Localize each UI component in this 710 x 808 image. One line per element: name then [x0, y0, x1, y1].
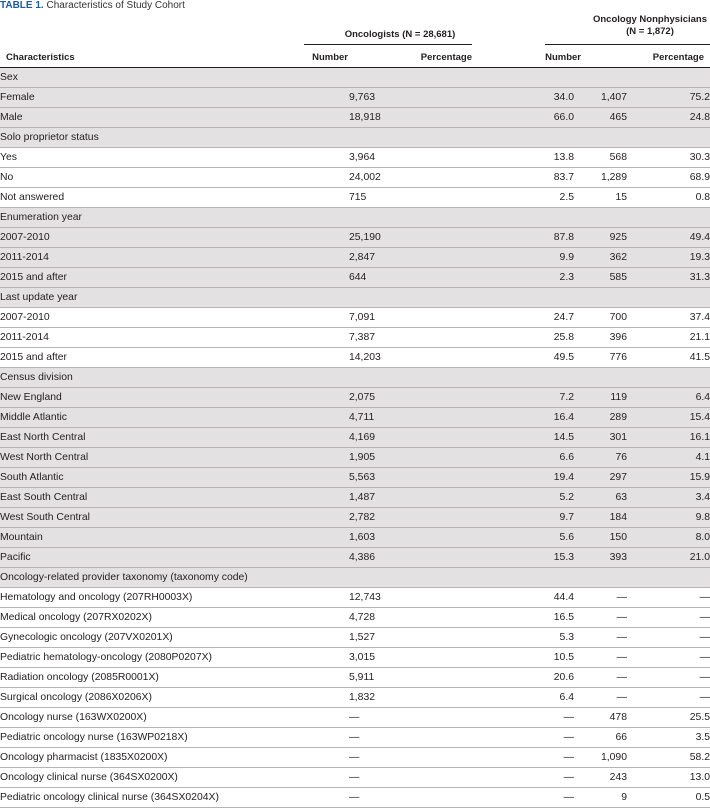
nonphysicians-number-cell: 585 [574, 268, 627, 288]
oncologists-percentage-cell: 20.6 [471, 668, 574, 688]
nonphysicians-percentage-cell: 9.8 [627, 508, 710, 528]
oncologists-percentage-cell: 66.0 [471, 108, 574, 128]
group-header-nonphysicians [540, 14, 710, 38]
nonphysicians-number-cell: — [574, 668, 627, 688]
row-label: Gynecologic oncology (207VX0201X) [0, 628, 349, 648]
row-label: New England [0, 388, 349, 408]
table-row [0, 148, 710, 168]
table-row [0, 708, 710, 728]
table-row [0, 428, 710, 448]
table-row [0, 268, 710, 288]
oncologists-percentage-cell: 6.6 [471, 448, 574, 468]
row-label: Pediatric oncology clinical nurse (364SX0204X) [0, 788, 349, 808]
oncologists-percentage-cell: 34.0 [471, 88, 574, 108]
oncologists-percentage-cell: 5.2 [471, 488, 574, 508]
oncologists-number-cell: 2,847 [349, 248, 471, 268]
table-row [0, 488, 710, 508]
oncologists-percentage-cell: 16.5 [471, 608, 574, 628]
nonphysicians-number-cell: 289 [574, 408, 627, 428]
oncologists-percentage-cell: 87.8 [471, 228, 574, 248]
nonphysicians-percentage-cell: 21.0 [627, 548, 710, 568]
col-header-non-percentage: Percentage [652, 52, 704, 63]
table-row [0, 248, 710, 268]
nonphysicians-percentage-cell: 3.4 [627, 488, 710, 508]
nonphysicians-number-cell: 301 [574, 428, 627, 448]
oncologists-percentage-cell: 10.5 [471, 648, 574, 668]
nonphysicians-number-cell: 396 [574, 328, 627, 348]
oncologists-percentage-cell: 49.5 [471, 348, 574, 368]
nonphysicians-number-cell: 568 [574, 148, 627, 168]
oncologists-percentage-cell: — [471, 748, 574, 768]
table-caption [0, 0, 185, 12]
nonphysicians-percentage-cell: 0.5 [627, 788, 710, 808]
nonphysicians-percentage-cell: 13.0 [627, 768, 710, 788]
oncologists-number-cell: 5,563 [349, 468, 471, 488]
group-underline-oncologists [304, 44, 472, 45]
nonphysicians-number-cell: 297 [574, 468, 627, 488]
oncologists-number-cell: 4,169 [349, 428, 471, 448]
oncologists-percentage-cell: — [471, 788, 574, 808]
section-header-row [0, 68, 710, 88]
row-label: Medical oncology (207RX0202X) [0, 608, 349, 628]
table-row [0, 768, 710, 788]
row-label: Pediatric hematology-oncology (2080P0207X) [0, 648, 349, 668]
oncologists-number-cell: 644 [349, 268, 471, 288]
nonphysicians-number-cell: 15 [574, 188, 627, 208]
nonphysicians-percentage-cell: 24.8 [627, 108, 710, 128]
row-label: East South Central [0, 488, 349, 508]
table-row [0, 628, 710, 648]
nonphysicians-number-cell: 776 [574, 348, 627, 368]
oncologists-percentage-cell: 13.8 [471, 148, 574, 168]
nonphysicians-percentage-cell: 3.5 [627, 728, 710, 748]
oncologists-percentage-cell: 9.9 [471, 248, 574, 268]
oncologists-percentage-cell: 9.7 [471, 508, 574, 528]
table-row [0, 448, 710, 468]
nonphysicians-percentage-cell: 58.2 [627, 748, 710, 768]
oncologists-percentage-cell: 16.4 [471, 408, 574, 428]
nonphysicians-percentage-cell: 19.3 [627, 248, 710, 268]
nonphysicians-percentage-cell: 68.9 [627, 168, 710, 188]
table-title: Characteristics of Study Cohort [46, 0, 185, 11]
table-row [0, 548, 710, 568]
row-label: Middle Atlantic [0, 408, 349, 428]
nonphysicians-percentage-cell: 15.4 [627, 408, 710, 428]
row-label: West South Central [0, 508, 349, 528]
nonphysicians-number-cell: — [574, 608, 627, 628]
nonphysicians-percentage-cell: — [627, 648, 710, 668]
row-label: 2011-2014 [0, 328, 349, 348]
oncologists-number-cell: 2,782 [349, 508, 471, 528]
oncologists-number-cell: 2,075 [349, 388, 471, 408]
nonphysicians-number-cell: — [574, 688, 627, 708]
section-label: Census division [0, 368, 710, 388]
table-row [0, 328, 710, 348]
nonphysicians-percentage-cell: — [627, 668, 710, 688]
nonphysicians-percentage-cell: 75.2 [627, 88, 710, 108]
characteristics-table [0, 68, 710, 808]
row-label: 2007-2010 [0, 228, 349, 248]
oncologists-number-cell: 12,743 [349, 588, 471, 608]
table-label: TABLE 1. [0, 0, 44, 11]
row-label: Oncology nurse (163WX0200X) [0, 708, 349, 728]
oncologists-number-cell: 14,203 [349, 348, 471, 368]
section-header-row [0, 208, 710, 228]
table-row [0, 668, 710, 688]
row-label: 2011-2014 [0, 248, 349, 268]
oncologists-number-cell: 715 [349, 188, 471, 208]
oncologists-percentage-cell: 7.2 [471, 388, 574, 408]
row-label: Female [0, 88, 349, 108]
nonphysicians-percentage-cell: — [627, 608, 710, 628]
nonphysicians-number-cell: 1,090 [574, 748, 627, 768]
nonphysicians-percentage-cell: 37.4 [627, 308, 710, 328]
oncologists-number-cell: 5,911 [349, 668, 471, 688]
oncologists-number-cell: — [349, 728, 471, 748]
oncologists-number-cell: — [349, 708, 471, 728]
oncologists-percentage-cell: 19.4 [471, 468, 574, 488]
oncologists-number-cell: 1,527 [349, 628, 471, 648]
nonphysicians-percentage-cell: 49.4 [627, 228, 710, 248]
section-header-row [0, 288, 710, 308]
row-label: South Atlantic [0, 468, 349, 488]
row-label: 2015 and after [0, 268, 349, 288]
oncologists-percentage-cell: — [471, 768, 574, 788]
oncologists-number-cell: 1,832 [349, 688, 471, 708]
row-label: Oncology pharmacist (1835X0200X) [0, 748, 349, 768]
nonphysicians-number-cell: 9 [574, 788, 627, 808]
table-row [0, 188, 710, 208]
table-row [0, 88, 710, 108]
oncologists-number-cell: 4,711 [349, 408, 471, 428]
nonphysicians-number-cell: 362 [574, 248, 627, 268]
oncologists-percentage-cell: 2.3 [471, 268, 574, 288]
oncologists-number-cell: 7,091 [349, 308, 471, 328]
oncologists-percentage-cell: 25.8 [471, 328, 574, 348]
nonphysicians-number-cell: 76 [574, 448, 627, 468]
table-row [0, 408, 710, 428]
table-row [0, 748, 710, 768]
oncologists-number-cell: 1,487 [349, 488, 471, 508]
group-header-nonphysicians-line2: (N = 1,872) [626, 26, 674, 37]
group-underline-nonphysicians [545, 44, 710, 45]
nonphysicians-number-cell: 925 [574, 228, 627, 248]
oncologists-percentage-cell: 14.5 [471, 428, 574, 448]
section-label: Enumeration year [0, 208, 710, 228]
table-row [0, 528, 710, 548]
row-label: Yes [0, 148, 349, 168]
oncologists-number-cell: — [349, 788, 471, 808]
table-row [0, 588, 710, 608]
row-label: Male [0, 108, 349, 128]
oncologists-percentage-cell: 15.3 [471, 548, 574, 568]
row-label: No [0, 168, 349, 188]
oncologists-number-cell: 4,386 [349, 548, 471, 568]
group-header-nonphysicians-line1: Oncology Nonphysicians [592, 14, 708, 25]
table-row [0, 348, 710, 368]
nonphysicians-percentage-cell: 30.3 [627, 148, 710, 168]
oncologists-number-cell: 24,002 [349, 168, 471, 188]
nonphysicians-percentage-cell: 15.9 [627, 468, 710, 488]
nonphysicians-number-cell: 1,289 [574, 168, 627, 188]
section-header-row [0, 368, 710, 388]
oncologists-number-cell: 9,763 [349, 88, 471, 108]
oncologists-percentage-cell: — [471, 708, 574, 728]
oncologists-number-cell: 1,603 [349, 528, 471, 548]
nonphysicians-number-cell: — [574, 588, 627, 608]
table-row [0, 468, 710, 488]
nonphysicians-percentage-cell: 16.1 [627, 428, 710, 448]
nonphysicians-number-cell: 1,407 [574, 88, 627, 108]
col-header-onc-number: Number [312, 52, 348, 63]
row-label: 2015 and after [0, 348, 349, 368]
group-header-oncologists: Oncologists (N = 28,681) [344, 29, 456, 40]
section-label: Sex [0, 68, 710, 88]
section-header-row [0, 128, 710, 148]
oncologists-percentage-cell: 5.6 [471, 528, 574, 548]
nonphysicians-number-cell: 66 [574, 728, 627, 748]
oncologists-number-cell: 1,905 [349, 448, 471, 468]
col-header-non-number: Number [545, 52, 581, 63]
nonphysicians-percentage-cell: — [627, 588, 710, 608]
nonphysicians-number-cell: 478 [574, 708, 627, 728]
section-label: Last update year [0, 288, 710, 308]
row-label: Hematology and oncology (207RH0003X) [0, 588, 349, 608]
nonphysicians-percentage-cell: 4.1 [627, 448, 710, 468]
oncologists-number-cell: — [349, 768, 471, 788]
col-header-onc-percentage: Percentage [420, 52, 472, 63]
row-label: Mountain [0, 528, 349, 548]
oncologists-percentage-cell: — [471, 728, 574, 748]
row-label: 2007-2010 [0, 308, 349, 328]
nonphysicians-number-cell: 465 [574, 108, 627, 128]
oncologists-number-cell: 3,015 [349, 648, 471, 668]
oncologists-number-cell: 3,964 [349, 148, 471, 168]
oncologists-number-cell: 4,728 [349, 608, 471, 628]
nonphysicians-number-cell: 393 [574, 548, 627, 568]
row-label: West North Central [0, 448, 349, 468]
section-label: Solo proprietor status [0, 128, 710, 148]
oncologists-percentage-cell: 24.7 [471, 308, 574, 328]
nonphysicians-percentage-cell: 31.3 [627, 268, 710, 288]
section-label: Oncology-related provider taxonomy (taxonomy code) [0, 568, 710, 588]
oncologists-percentage-cell: 44.4 [471, 588, 574, 608]
nonphysicians-number-cell: — [574, 628, 627, 648]
oncologists-percentage-cell: 83.7 [471, 168, 574, 188]
table-row [0, 308, 710, 328]
oncologists-percentage-cell: 6.4 [471, 688, 574, 708]
oncologists-number-cell: 18,918 [349, 108, 471, 128]
table-row [0, 168, 710, 188]
table-row [0, 608, 710, 628]
nonphysicians-number-cell: 700 [574, 308, 627, 328]
table-row [0, 648, 710, 668]
nonphysicians-number-cell: 119 [574, 388, 627, 408]
nonphysicians-percentage-cell: — [627, 688, 710, 708]
table-row [0, 388, 710, 408]
oncologists-number-cell: 25,190 [349, 228, 471, 248]
row-label: Not answered [0, 188, 349, 208]
oncologists-percentage-cell: 2.5 [471, 188, 574, 208]
nonphysicians-number-cell: 243 [574, 768, 627, 788]
nonphysicians-percentage-cell: 25.5 [627, 708, 710, 728]
table-row [0, 228, 710, 248]
oncologists-percentage-cell: 5.3 [471, 628, 574, 648]
row-label: Pediatric oncology nurse (163WP0218X) [0, 728, 349, 748]
row-label: East North Central [0, 428, 349, 448]
oncologists-number-cell: 7,387 [349, 328, 471, 348]
table-row [0, 108, 710, 128]
nonphysicians-percentage-cell: 0.8 [627, 188, 710, 208]
nonphysicians-number-cell: — [574, 648, 627, 668]
oncologists-number-cell: — [349, 748, 471, 768]
nonphysicians-percentage-cell: 41.5 [627, 348, 710, 368]
section-header-row [0, 568, 710, 588]
row-label: Oncology clinical nurse (364SX0200X) [0, 768, 349, 788]
col-header-characteristics: Characteristics [6, 52, 75, 63]
table-row [0, 788, 710, 808]
nonphysicians-number-cell: 150 [574, 528, 627, 548]
nonphysicians-number-cell: 63 [574, 488, 627, 508]
row-label: Radiation oncology (2085R0001X) [0, 668, 349, 688]
table-row [0, 728, 710, 748]
table-row [0, 508, 710, 528]
nonphysicians-percentage-cell: 6.4 [627, 388, 710, 408]
nonphysicians-percentage-cell: 21.1 [627, 328, 710, 348]
table-row [0, 688, 710, 708]
row-label: Surgical oncology (2086X0206X) [0, 688, 349, 708]
nonphysicians-number-cell: 184 [574, 508, 627, 528]
nonphysicians-percentage-cell: 8.0 [627, 528, 710, 548]
row-label: Pacific [0, 548, 349, 568]
nonphysicians-percentage-cell: — [627, 628, 710, 648]
